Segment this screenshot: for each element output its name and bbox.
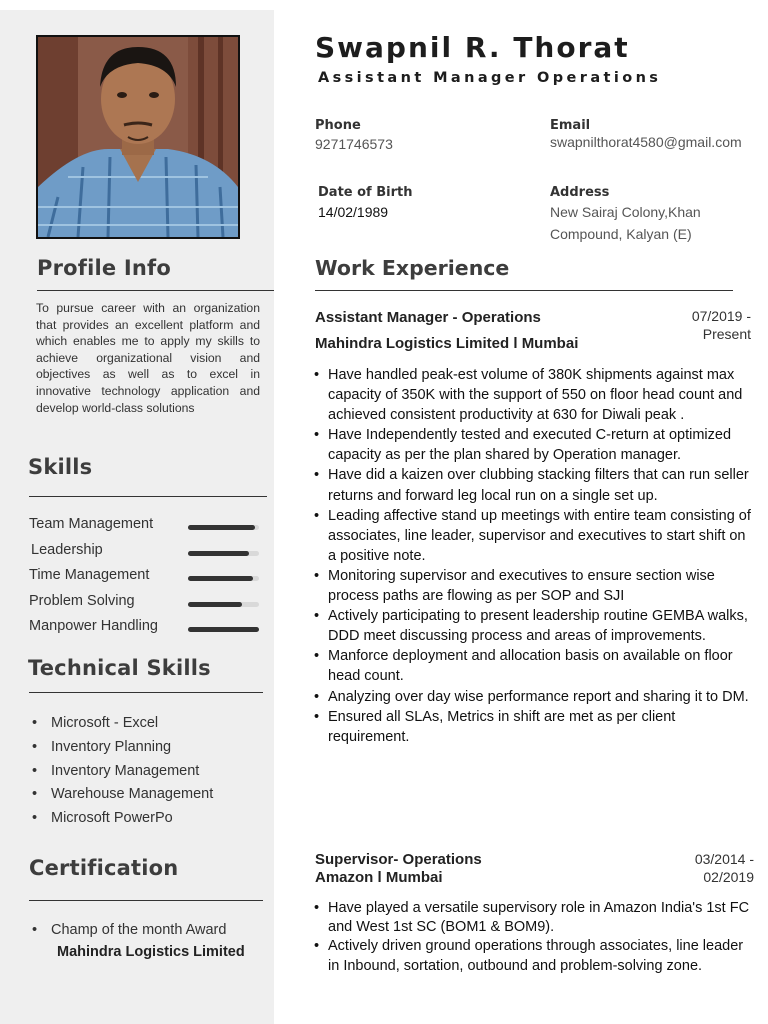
job-2-title: Supervisor- Operations [315,851,482,868]
skill-level-bar [188,525,259,530]
job-title: Assistant Manager Operations [318,70,662,86]
job-1-bullets [315,365,751,747]
job-1-date-end: Present [702,326,751,342]
job-2-dates [695,850,754,886]
job-2-company: Amazon l Mumbai [315,869,443,886]
list-item: • Have handled peak-est volume of 380K shipments against max capacity of 350K with the support of 550 on floor head count and achieved consistent productivity at 630 for Diwali peak . [315,365,751,425]
divider [29,496,267,497]
divider [29,900,263,901]
skill-name: Team Management [29,516,154,532]
job-2-date-start: 03/2014 - [694,851,754,867]
list-item: • Leading affective stand up meetings with entire team consisting of associates, line leader, supervisor and executives to start shift on a positive note. [315,506,751,566]
divider [315,290,733,291]
candidate-name: Swapnil R. Thorat [315,31,630,64]
certification-organization: Mahindra Logistics Limited [57,944,245,960]
divider [29,692,263,693]
work-experience-heading: Work Experience [315,256,510,280]
skills-heading: Skills [28,455,93,479]
skill-level-bar [188,602,259,607]
skill-level-fill [188,551,249,556]
job-1-title: Assistant Manager - Operations [315,309,541,326]
job-2-bullets [315,899,755,976]
skill-item [29,567,269,593]
job-1-dates [692,307,751,343]
technical-skills-heading: Technical Skills [28,656,211,680]
skill-name: Time Management [29,567,150,583]
list-item: • Have played a versatile supervisory role in Amazon India's 1st FC and West 1st SC (BOM1 & BOM9). [315,899,755,937]
certification-award: • Champ of the month Award [29,919,226,943]
skills-list [29,516,269,644]
technical-skills-list [29,712,213,831]
list-item: • Monitoring supervisor and executives to ensure section wise process paths are flowing as per SOP and SJI [315,566,751,606]
list-item: • Have Independently tested and executed C-return at optimized capacity as per the plan shared by Operation manager. [315,425,751,465]
job-2-date-end: 02/2019 [703,869,754,885]
email-label: Email [550,118,591,133]
dob-value: 14/02/1989 [318,204,389,220]
dob-label: Date of Birth [318,185,413,200]
divider [37,290,274,291]
skill-item [29,593,269,619]
list-item: • Microsoft PowerPo [29,807,213,831]
list-item: • Analyzing over day wise performance report and sharing it to DM. [315,687,751,707]
skill-item [29,618,269,644]
address-line-1: New Sairaj Colony,Khan [550,204,701,220]
certification-list [29,919,226,943]
skill-level-fill [188,602,242,607]
list-item: • Warehouse Management [29,783,213,807]
phone-label: Phone [315,118,361,133]
skill-name: Problem Solving [29,592,135,609]
phone-value: 9271746573 [315,136,393,152]
list-item: • Inventory Planning [29,736,213,760]
list-item: • Actively driven ground operations through associates, line leader in Inbound, sortation, outbound and problem-solving zone. [315,937,755,975]
list-item: • Inventory Management [29,760,213,784]
list-item: • Microsoft - Excel [29,712,213,736]
job-1-company: Mahindra Logistics Limited l Mumbai [315,335,579,352]
skill-level-bar [188,627,259,632]
skill-name: Manpower Handling [29,618,158,634]
profile-summary: To pursue career with an organization that provides an excellent platform and which enables me to apply my skills to achieve organizational vision and objectives as well as to excel in innovative technology application and develop world-class solutions [36,301,260,415]
profile-info-heading: Profile Info [37,256,171,280]
skill-level-fill [188,576,253,581]
skill-name: Leadership [31,541,103,558]
skill-item [29,542,269,568]
email-value: swapnilthorat4580@gmail.com [550,134,742,150]
address-label: Address [550,185,610,200]
list-item: • Actively participating to present leadership routine GEMBA walks, DDD meet discussing process and areas of improvements. [315,606,751,646]
list-item: • Ensured all SLAs, Metrics in shift are met as per client requirement. [315,707,751,747]
list-item: • Manforce deployment and allocation basis on available on floor head count. [315,646,751,686]
skill-level-fill [188,627,259,632]
list-item: • Have did a kaizen over clubbing stacking filters that can run seller returns and forward leg local run on a single set up. [315,465,751,505]
skill-item [29,516,269,542]
skill-level-bar [188,551,259,556]
profile-photo [36,35,240,239]
address-line-2: Compound, Kalyan (E) [550,226,692,242]
skill-level-fill [188,525,255,530]
certification-heading: Certification [29,856,179,880]
skill-level-bar [188,576,259,581]
job-1-date-start: 07/2019 - [691,308,751,324]
